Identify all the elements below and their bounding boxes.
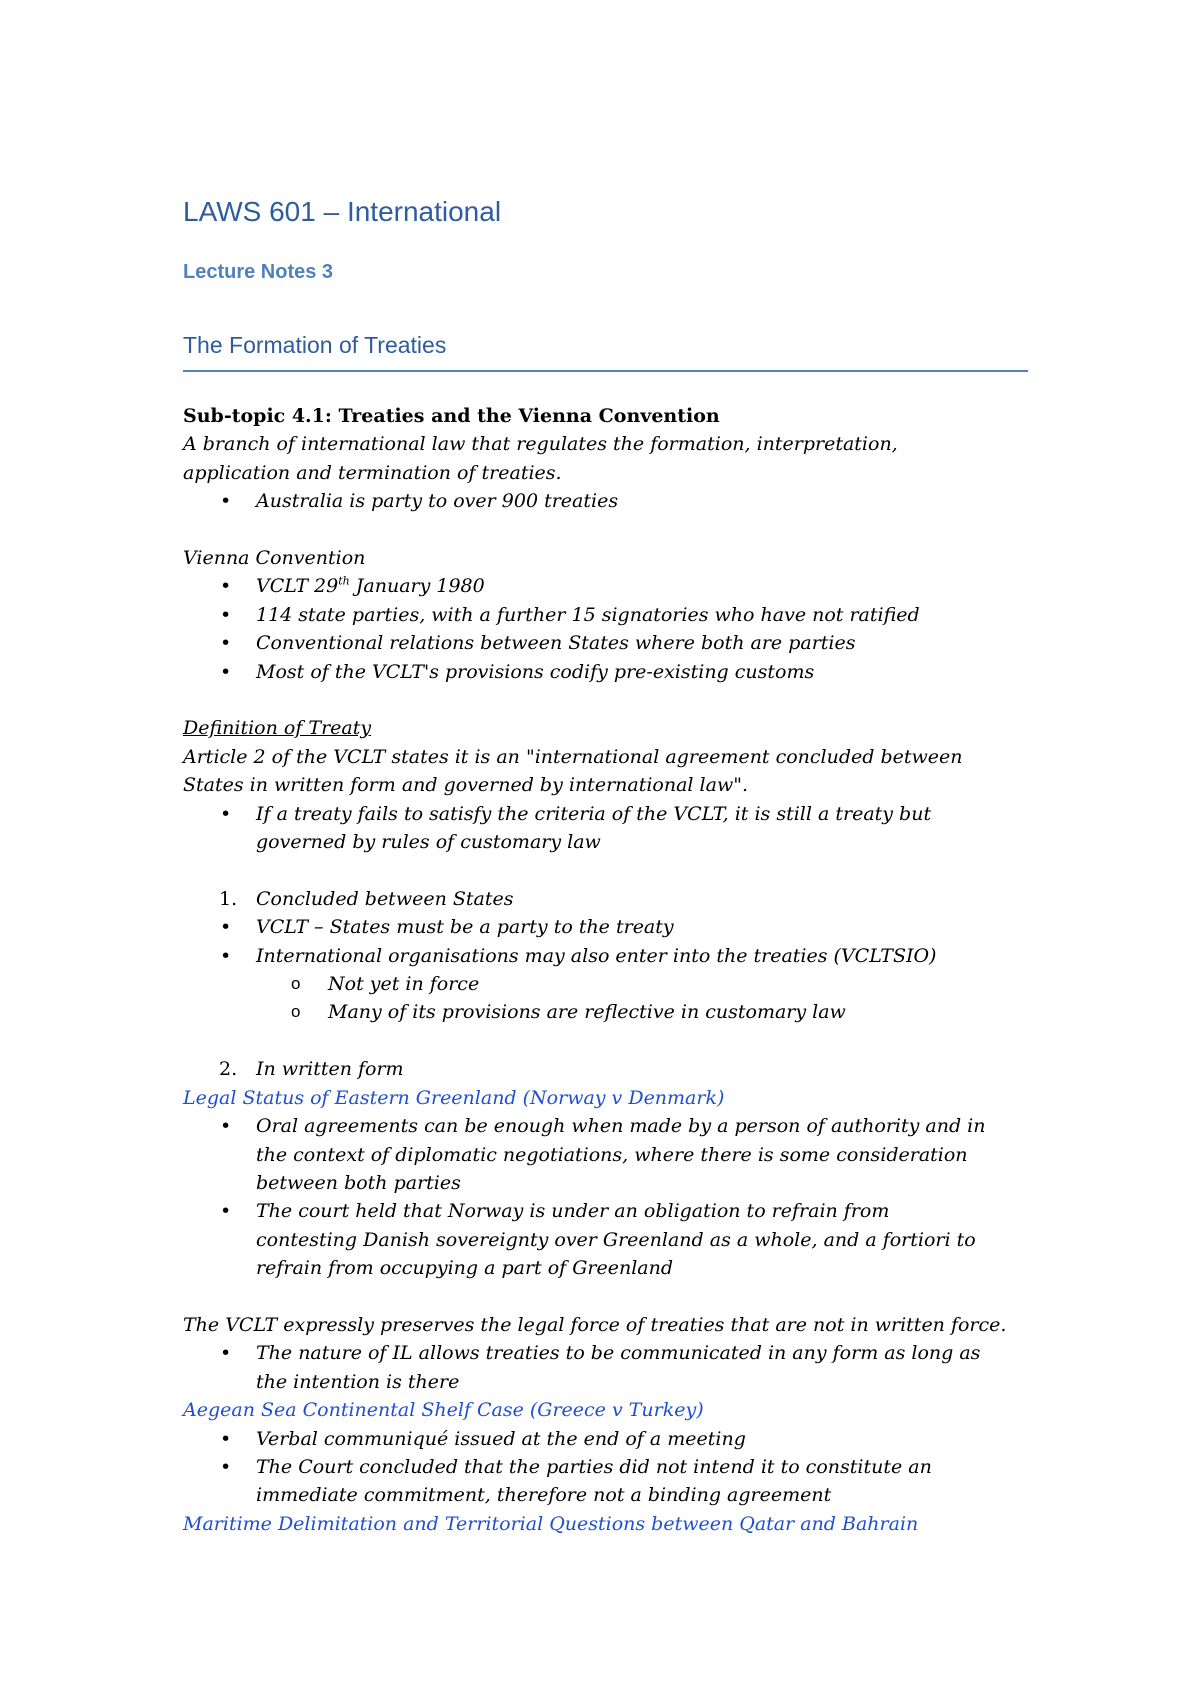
list-item: • VCLT – States must be a party to the treaty [183, 913, 1053, 941]
list-item: • The nature of IL allows treaties to be communicated in any form as long as the intention is there [183, 1339, 1053, 1396]
list-item: • Most of the VCLT's provisions codify pre-existing customs [183, 658, 1053, 686]
intro-line: application and termination of treaties. [183, 461, 562, 484]
bullet-icon: • [220, 802, 232, 825]
states-list [183, 913, 1053, 970]
definition-line: States in written form and governed by international law". [183, 774, 748, 797]
bullet-icon: • [220, 1200, 232, 1223]
bullet-icon: • [220, 603, 232, 626]
list-item: • Oral agreements can be enough when made by a person of authority and in the context of diplomatic negotiations, where there is some consideration between both parties [183, 1112, 1053, 1197]
list-item: • International organisations may also enter into the treaties (VCLTSIO) [183, 942, 1053, 970]
numbered-item: 1. Concluded between States [219, 887, 514, 910]
list-item: • The court held that Norway is under an obligation to refrain from contesting Danish sovereignty over Greenland as a whole, and a fortiori to refrain from occupying a part of Greenland [183, 1197, 1053, 1282]
greenland-list [183, 1112, 1053, 1282]
vienna-list [183, 572, 1053, 686]
list-item: • VCLT 29th January 1980 [183, 572, 1053, 600]
intro-list [183, 487, 1053, 515]
subtopic-heading: Sub-topic 4.1: Treaties and the Vienna Convention [183, 405, 720, 427]
list-item: • Conventional relations between States where both are parties [183, 629, 1053, 657]
list-item: • The Court concluded that the parties did not intend it to constitute an immediate commitment, therefore not a binding agreement [183, 1453, 1053, 1510]
list-item: • If a treaty fails to satisfy the criteria of the VCLT, it is still a treaty but governed by rules of customary law [183, 800, 1053, 857]
list-item: • Australia is party to over 900 treaties [183, 487, 1053, 515]
circle-bullet-icon: o [291, 974, 301, 994]
numbered-list-2 [183, 1055, 1053, 1083]
definition-label: Definition of Treaty [183, 717, 372, 740]
list-item: • Verbal communiqué issued at the end of a meeting [183, 1425, 1053, 1453]
list-item: • 114 state parties, with a further 15 signatories who have not ratified [183, 601, 1053, 629]
bullet-icon: • [220, 1115, 232, 1138]
bullet-icon: • [220, 1342, 232, 1365]
preserve-list [183, 1339, 1053, 1396]
page-title: LAWS 601 – International [183, 196, 502, 227]
lecture-subtitle: Lecture Notes 3 [183, 261, 334, 283]
definition-line: Article 2 of the VCLT states it is an "international agreement concluded between [183, 745, 963, 768]
sub-list-item: o Many of its provisions are reflective in customary law [183, 998, 1053, 1026]
bullet-icon: • [220, 944, 232, 967]
preserve-statement: The VCLT expressly preserves the legal force of treaties that are not in written force. [183, 1313, 1007, 1336]
bullet-icon: • [220, 916, 232, 939]
definition-list [183, 800, 1053, 857]
heading-divider [183, 370, 1028, 372]
vienna-label: Vienna Convention [183, 547, 366, 570]
case-title-qatar: Maritime Delimitation and Territorial Questions between Qatar and Bahrain [183, 1512, 919, 1535]
bullet-icon: • [220, 490, 232, 513]
bullet-icon: • [220, 1455, 232, 1478]
sub-list-item: o Not yet in force [183, 970, 1053, 998]
numbered-item: 2. In written form [219, 1058, 404, 1081]
case-title-greenland: Legal Status of Eastern Greenland (Norway v Denmark) [183, 1086, 725, 1109]
circle-bullet-icon: o [291, 1002, 301, 1022]
aegean-list [183, 1425, 1053, 1510]
bullet-icon: • [220, 660, 232, 683]
sub-list [183, 970, 1053, 1027]
section-heading: The Formation of Treaties [183, 332, 447, 358]
document-body [183, 402, 1053, 1538]
bullet-icon: • [220, 632, 232, 655]
intro-line: A branch of international law that regulates the formation, interpretation, [183, 433, 898, 456]
numbered-list-1 [183, 885, 1053, 913]
case-title-aegean: Aegean Sea Continental Shelf Case (Greece v Turkey) [183, 1399, 704, 1422]
bullet-icon: • [220, 1427, 232, 1450]
bullet-icon: • [220, 575, 232, 598]
